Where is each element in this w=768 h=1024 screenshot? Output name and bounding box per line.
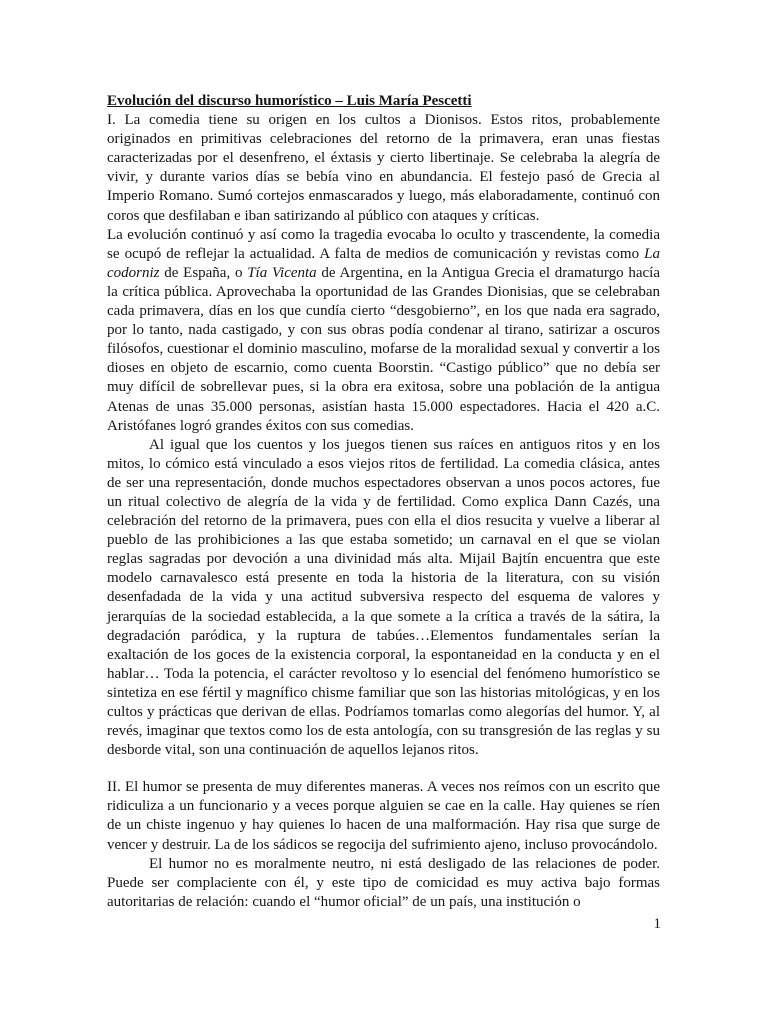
- document-title: Evolución del discurso humorístico – Luis María Pescetti: [107, 93, 472, 109]
- magazine-title: Tía Vicenta: [247, 264, 317, 281]
- paragraph-section-1: I. La comedia tiene su origen en los cultos a Dionisos. Estos ritos, probablemente originados en primitivas celebraciones del retorno de la primavera, eran unas fiestas caracterizadas por el desenfreno, el éxtasis y cierto libertinaje. Se celebraba la alegría de vivir, y durante varios días se bebía vino en abundancia. El festejo pasó de Grecia al Imperio Romano. Sumó cortejos enmascarados y luego, más elaboradamente, continuó con coros que desfilaban e iban satirizando al público con ataques y críticas.: [107, 112, 660, 224]
- paragraph-text: de Argentina, en la Antigua Grecia el dramaturgo hacía la crítica pública. Aprovechaba la oportunidad de las Grandes Dionisias, que se celebraban cada primavera, días en los que cundía cierto “desgobierno”, en los que nada era sagrado, por lo tanto, nada castigado, y con sus obras podía condenar al tirano, satirizar a oscuros filósofos, cuestionar el dominio masculino, mofarse de la moralidad sexual y convertir a los dioses en objeto de escarnio, como cuenta Boorstin. “Castigo público” que no debía ser muy difícil de sobrellevar pues, si la obra era exitosa, sobre una población de la antigua Atenas de unas 35.000 personas, asistían hasta 15.000 espectadores. Hacia el 420 a.C. Aristófanes logró grandes éxitos con sus comedias.: [107, 264, 660, 434]
- document-body: [107, 92, 660, 912]
- paragraph-text: La evolución continuó y así como la tragedia evocaba lo oculto y trascendente, la comedia se ocupó de reflejar la actualidad. A falta de medios de comunicación y revistas como: [107, 226, 660, 262]
- paragraph-evolution: [107, 226, 660, 436]
- magazine-title: La codorniz: [107, 245, 660, 281]
- paragraph-section-2: II. El humor se presenta de muy diferentes maneras. A veces nos reímos con un escrito que ridiculiza a un funcionario y a veces porque alguien se cae en la calle. Hay quienes se ríen de un chiste ingenuo y hay quienes lo hacen de una malformación. Hay risa que surge de vencer y destruir. La de los sádicos se regocija del sufrimiento ajeno, incluso provocándolo.: [107, 779, 660, 853]
- paragraph-rites: Al igual que los cuentos y los juegos tienen sus raíces en antiguos ritos y en los mitos, lo cómico está vinculado a esos viejos ritos de fertilidad. La comedia clásica, antes de ser una representación, donde muchos espectadores observan a unos pocos actores, fue un ritual colectivo de alegría de la vida y de fertilidad. Como explica Dann Cazés, una celebración del retorno de la primavera, pues con ella el dios resucita y vuelve a liberar al pueblo de las prohibiciones a las que estaba sometido; un carnaval en el que se violan reglas sagradas por devoción a una divinidad más alta. Mijail Bajtín encuentra que este modelo carnavalesco está presente en toda la historia de la literatura, con su visión desenfadada de la vida y una actitud subversiva respecto del esquema de valores y jerarquías de la sociedad establecida, a la que somete a la crítica a través de la sátira, la degradación paródica, y la ruptura de tabúes…Elementos fundamentales serían la exaltación de los goces de la existencia corporal, la espontaneidad en la conducta y en el hablar… Toda la potencia, el carácter revoltoso y lo esencial del fenómeno humorístico se sintetiza en ese fértil y magnífico chisme familiar que son las historias mitológicas, y en los cultos y prácticas que derivan de ellas. Podríamos tomarlas como alegorías del humor. Y, al revés, imaginar que textos como los de esta antología, con su transgresión de las reglas y su desborde vital, son una continuación de aquellos lejanos ritos.: [107, 436, 660, 759]
- paragraph-text: de España, o: [159, 264, 248, 281]
- paragraph-power: El humor no es moralmente neutro, ni está desligado de las relaciones de poder. Puede ser complaciente con él, y este tipo de comicidad es muy activa bajo formas autoritarias de relación: cuando el “humor oficial” de un país, una institución o: [107, 855, 660, 910]
- page-number: 1: [653, 916, 661, 932]
